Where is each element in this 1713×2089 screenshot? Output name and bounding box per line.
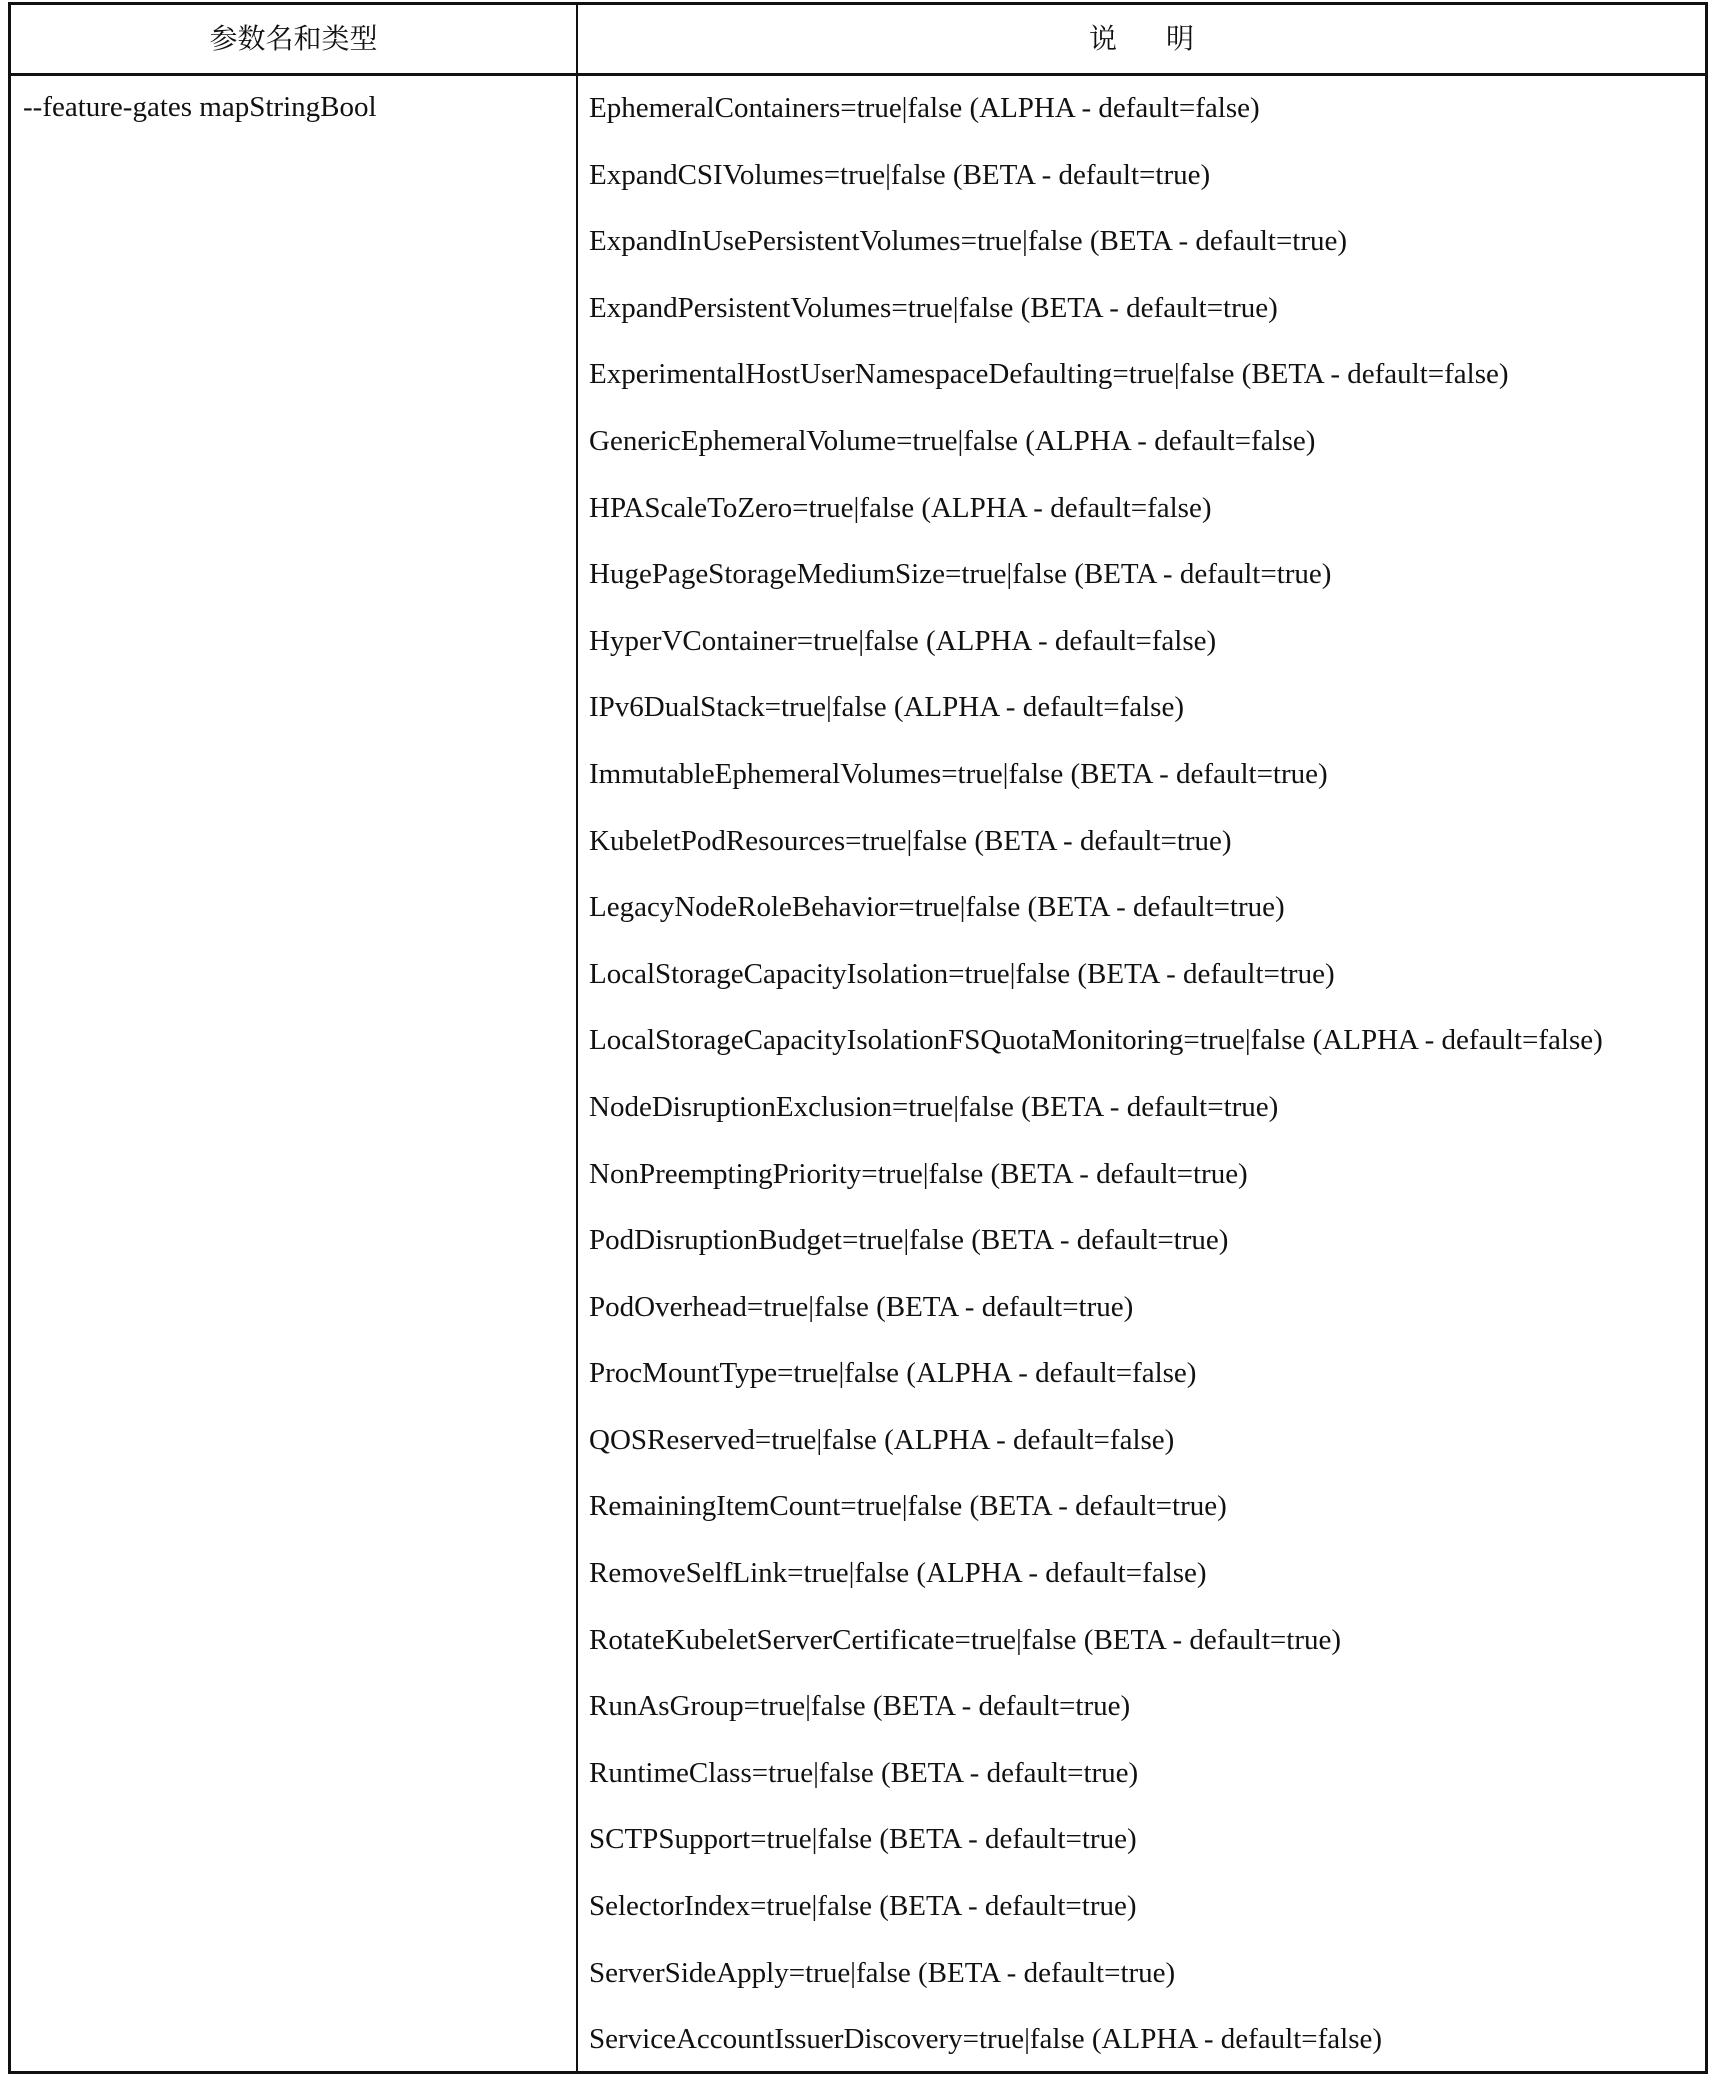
feature-gate-item: LocalStorageCapacityIsolationFSQuotaMonitoring=true|false (ALPHA - default=false) (589, 1024, 1603, 1057)
feature-gate-item: NonPreemptingPriority=true|false (BETA - default=true) (589, 1157, 1248, 1190)
feature-gate-item: ExpandInUsePersistentVolumes=true|false (BETA - default=true) (589, 225, 1348, 258)
feature-gate-item: IPv6DualStack=true|false (ALPHA - default=false) (589, 691, 1184, 724)
feature-gate-item: ExpandPersistentVolumes=true|false (BETA - default=true) (589, 291, 1278, 324)
feature-gate-item: HyperVContainer=true|false (ALPHA - default=false) (589, 624, 1217, 657)
feature-gate-item: ServiceAccountIssuerDiscovery=true|false (ALPHA - default=false) (589, 2023, 1383, 2056)
feature-gate-item: LocalStorageCapacityIsolation=true|false (BETA - default=true) (589, 957, 1335, 990)
feature-gate-item: GenericEphemeralVolume=true|false (ALPHA - default=false) (589, 424, 1316, 457)
feature-gate-item: ExpandCSIVolumes=true|false (BETA - default=true) (589, 158, 1211, 191)
feature-gate-item: QOSReserved=true|false (ALPHA - default=false) (589, 1423, 1175, 1456)
feature-gate-item: RotateKubeletServerCertificate=true|false (BETA - default=true) (589, 1623, 1342, 1656)
feature-gate-item: HPAScaleToZero=true|false (ALPHA - default=false) (589, 491, 1212, 524)
feature-gate-item: HugePageStorageMediumSize=true|false (BETA - default=true) (589, 558, 1332, 591)
feature-gate-item: ServerSideApply=true|false (BETA - default=true) (589, 1956, 1176, 1989)
feature-gate-item: ExperimentalHostUserNamespaceDefaulting=true|false (BETA - default=false) (589, 358, 1509, 391)
feature-gate-item: SCTPSupport=true|false (BETA - default=true) (589, 1823, 1137, 1856)
feature-gate-item: EphemeralContainers=true|false (ALPHA - default=false) (589, 92, 1260, 124)
feature-gate-item: KubeletPodResources=true|false (BETA - default=true) (589, 824, 1232, 857)
description-list (589, 91, 1603, 2089)
feature-gate-item: PodOverhead=true|false (BETA - default=true) (589, 1290, 1134, 1323)
feature-gate-item: RemainingItemCount=true|false (BETA - default=true) (589, 1490, 1227, 1523)
feature-gate-item: RunAsGroup=true|false (BETA - default=true) (589, 1690, 1131, 1723)
param-name-cell: --feature-gates mapStringBool (23, 91, 377, 123)
feature-gate-item: PodDisruptionBudget=true|false (BETA - default=true) (589, 1224, 1229, 1257)
feature-gate-item: RemoveSelfLink=true|false (ALPHA - default=false) (589, 1557, 1207, 1590)
feature-gate-item: NodeDisruptionExclusion=true|false (BETA - default=true) (589, 1090, 1279, 1123)
feature-gate-item: LegacyNodeRoleBehavior=true|false (BETA - default=true) (589, 891, 1285, 924)
feature-gates-table (8, 2, 1708, 2074)
table-header (11, 5, 1705, 76)
feature-gate-item: SelectorIndex=true|false (BETA - default=true) (589, 1890, 1137, 1923)
column-divider (576, 5, 578, 2071)
feature-gate-item: ProcMountType=true|false (ALPHA - default=false) (589, 1357, 1197, 1390)
header-param-name-type: 参数名和类型 (209, 22, 378, 55)
header-description: 说 明 (1089, 22, 1194, 55)
feature-gate-item: RuntimeClass=true|false (BETA - default=true) (589, 1756, 1139, 1789)
feature-gate-item: ImmutableEphemeralVolumes=true|false (BETA - default=true) (589, 757, 1328, 790)
